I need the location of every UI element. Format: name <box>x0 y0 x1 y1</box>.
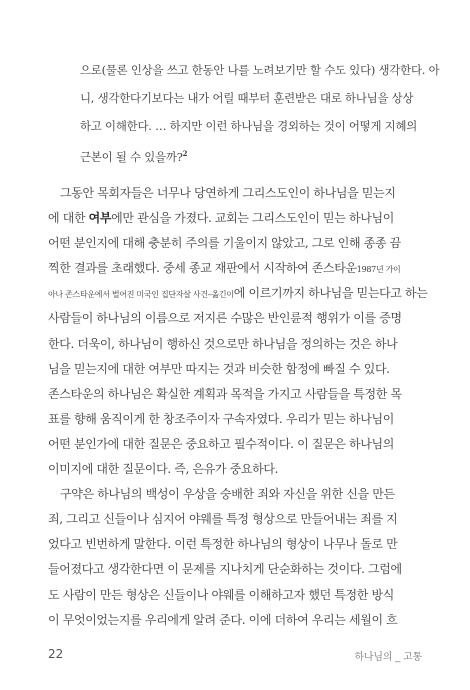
quote-line <box>80 140 400 168</box>
text-run: 에 이르기까지 하나님을 믿는다고 하는 <box>233 286 428 301</box>
emphasis-text: 여부 <box>88 211 112 226</box>
body-text <box>48 181 428 633</box>
running-title: 하나님의 _ 고통 <box>354 652 422 663</box>
paragraph-line: 이 무엇이었는지를 우리에게 알려 준다. 이에 더하여 우리는 세월이 흐 <box>48 612 398 627</box>
footnote-marker: 2 <box>182 149 188 158</box>
quote-text: 근본이 될 수 있을까? <box>80 149 183 164</box>
translator-note: 아나 존스타운에서 벌어진 미국인 집단자살 사건–옮긴이 <box>48 290 234 300</box>
paragraph-line: 이미지에 대한 질문이다. 즉, 은유가 중요하다. <box>48 462 279 477</box>
paragraph-line <box>48 206 423 231</box>
translator-note: 1987년 가이 <box>356 265 401 275</box>
paragraph-line: 한다. 더욱이, 하나님이 행하신 것으로만 하나님을 정의하는 것은 하나 <box>48 336 398 351</box>
paragraph-line: 그동안 목회자들은 너무나 당연하게 그리스도인이 하나님을 믿는지 <box>60 186 396 200</box>
text-run: 에만 관심을 가졌다. 교회는 그리스도인이 믿는 하나님이 <box>111 211 394 226</box>
quote-line: 하고 이해한다. … 하지만 이런 하나님을 경외하는 것이 어떻게 지혜의 <box>80 119 418 133</box>
paragraph-line: 어떤 분인지에 대해 충분히 주의를 기울이지 않았고, 그로 인해 종종 끔 <box>48 236 401 251</box>
paragraph-line: 구약은 하나님의 백성이 우상을 숭배한 죄와 자신을 위한 신을 만든 <box>60 487 395 502</box>
paragraph-line <box>48 256 423 281</box>
paragraph-line <box>48 281 428 306</box>
paragraph-line: 죄, 그리고 신들이나 심지어 야웨를 특정 형상으로 만들어내는 죄를 지 <box>48 512 398 527</box>
paragraph-line: 님을 믿는지에 대한 여부만 따지는 것과 비슷한 함정에 빠질 수 있다. <box>48 361 390 376</box>
text-run: 에 대한 <box>48 211 89 226</box>
quote-line: 니, 생각한다기보다는 내가 어릴 때부터 훈련받은 대로 하나님을 상상 <box>80 91 414 105</box>
paragraph-line: 존스타운의 하나님은 확실한 계획과 목적을 가지고 사람들을 특정한 목 <box>48 386 402 401</box>
paragraph-line: 어떤 분인가에 대한 질문은 중요하고 필수적이다. 이 질문은 하나님의 <box>48 436 394 451</box>
paragraph-line: 사람들이 하나님의 이름으로 저지른 수많은 반인륜적 행위가 이를 증명 <box>48 311 402 326</box>
text-run: 찍한 결과를 초래했다. 중세 종교 재판에서 시작하여 존스타운 <box>48 261 357 276</box>
block-quote <box>80 56 440 168</box>
quote-line: 으로(물론 인상을 쓰고 한동안 나를 노려보기만 할 수도 있다) 생각한다. 아 <box>80 63 440 77</box>
paragraph-line: 었다고 빈번하게 말한다. 이런 특정한 하나님의 형상이 나무나 돌로 만 <box>48 537 398 552</box>
paragraph-line: 도 사람이 만든 형상은 신들이나 야웨를 이해하고자 했던 특정한 방식 <box>48 587 394 602</box>
paragraph-line: 표를 향해 움직이게 한 창조주이자 구속자였다. 우리가 믿는 하나님이 <box>48 411 394 426</box>
paragraph-line: 들어졌다고 생각한다면 이 문제를 지나치게 단순화하는 것이다. 그럼에 <box>48 562 402 577</box>
page-number: 22 <box>48 647 64 661</box>
